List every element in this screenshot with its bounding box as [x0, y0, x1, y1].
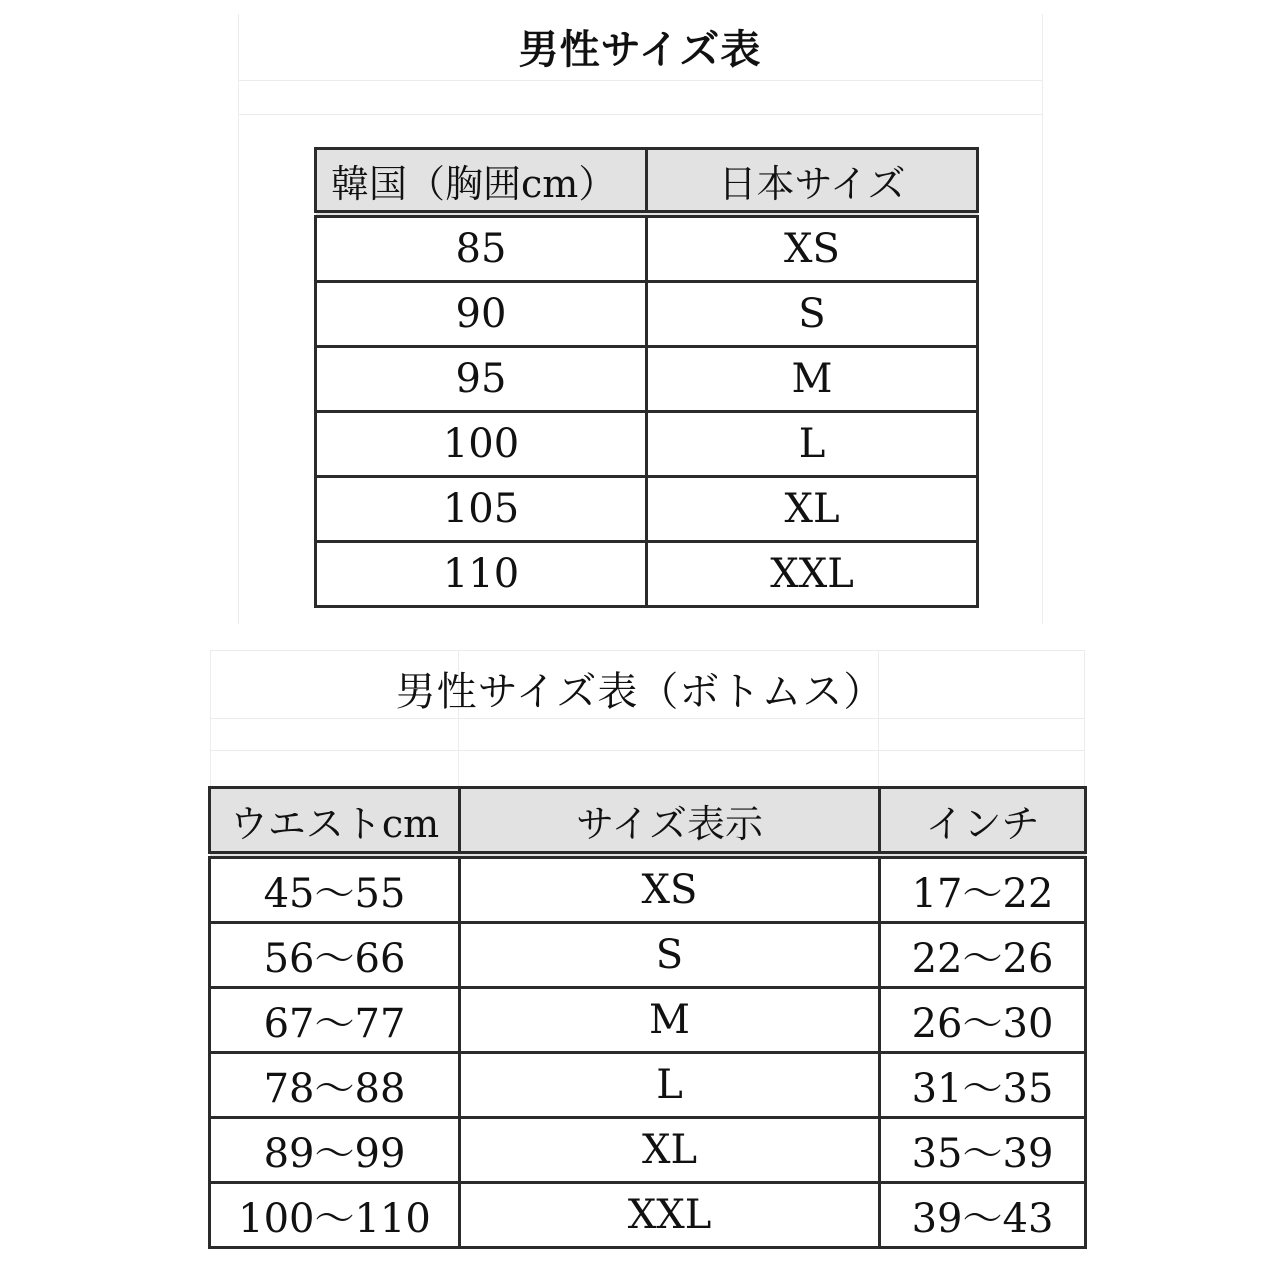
- cell-inch: 22〜26: [880, 923, 1086, 988]
- cell-chest: 110: [316, 542, 647, 607]
- cell-waist: 100〜110: [210, 1183, 460, 1248]
- table-row: [210, 1183, 1086, 1248]
- background-gridline: [1042, 14, 1043, 624]
- cell-chest: 100: [316, 412, 647, 477]
- table-row: [316, 347, 978, 412]
- cell-size: XXL: [460, 1183, 880, 1248]
- header-korea-chest: 韓国（胸囲cm）: [316, 149, 647, 212]
- header-japan-size: 日本サイズ: [647, 149, 978, 212]
- cell-size: L: [647, 412, 978, 477]
- cell-size: M: [460, 988, 880, 1053]
- table-header-row: [210, 788, 1086, 853]
- cell-inch: 35〜39: [880, 1118, 1086, 1183]
- cell-chest: 105: [316, 477, 647, 542]
- cell-size: S: [460, 923, 880, 988]
- cell-size: XL: [460, 1118, 880, 1183]
- cell-waist: 78〜88: [210, 1053, 460, 1118]
- bottoms-size-table-title: 男性サイズ表（ボトムス）: [395, 669, 885, 715]
- background-gridline: [210, 650, 1085, 651]
- cell-waist: 45〜55: [210, 858, 460, 923]
- cell-chest: 95: [316, 347, 647, 412]
- table-row: [210, 1053, 1086, 1118]
- background-gridline: [238, 114, 1043, 115]
- bottoms-size-table: [208, 786, 1087, 1249]
- cell-inch: 39〜43: [880, 1183, 1086, 1248]
- cell-waist: 56〜66: [210, 923, 460, 988]
- table-row: [210, 923, 1086, 988]
- header-size-label: サイズ表示: [460, 788, 880, 853]
- cell-size: XXL: [647, 542, 978, 607]
- table-row: [210, 1118, 1086, 1183]
- cell-chest: 90: [316, 282, 647, 347]
- header-inch: インチ: [880, 788, 1086, 853]
- cell-inch: 31〜35: [880, 1053, 1086, 1118]
- table-row: [316, 282, 978, 347]
- table-row: [316, 217, 978, 282]
- background-gridline: [238, 14, 239, 624]
- cell-inch: 17〜22: [880, 858, 1086, 923]
- table-row: [316, 412, 978, 477]
- cell-size: XS: [460, 858, 880, 923]
- background-gridline: [210, 750, 1085, 751]
- cell-inch: 26〜30: [880, 988, 1086, 1053]
- cell-waist: 67〜77: [210, 988, 460, 1053]
- table-row: [210, 858, 1086, 923]
- cell-size: XL: [647, 477, 978, 542]
- background-gridline: [238, 80, 1043, 81]
- tops-size-table-title: 男性サイズ表: [518, 26, 762, 73]
- background-gridline: [210, 718, 1085, 719]
- header-waist: ウエストcm: [210, 788, 460, 853]
- cell-size: L: [460, 1053, 880, 1118]
- cell-size: M: [647, 347, 978, 412]
- cell-chest: 85: [316, 217, 647, 282]
- cell-size: S: [647, 282, 978, 347]
- cell-size: XS: [647, 217, 978, 282]
- cell-waist: 89〜99: [210, 1118, 460, 1183]
- table-row: [316, 477, 978, 542]
- table-row: [316, 542, 978, 607]
- table-row: [210, 988, 1086, 1053]
- tops-size-table: [314, 147, 979, 608]
- table-header-row: [316, 149, 978, 212]
